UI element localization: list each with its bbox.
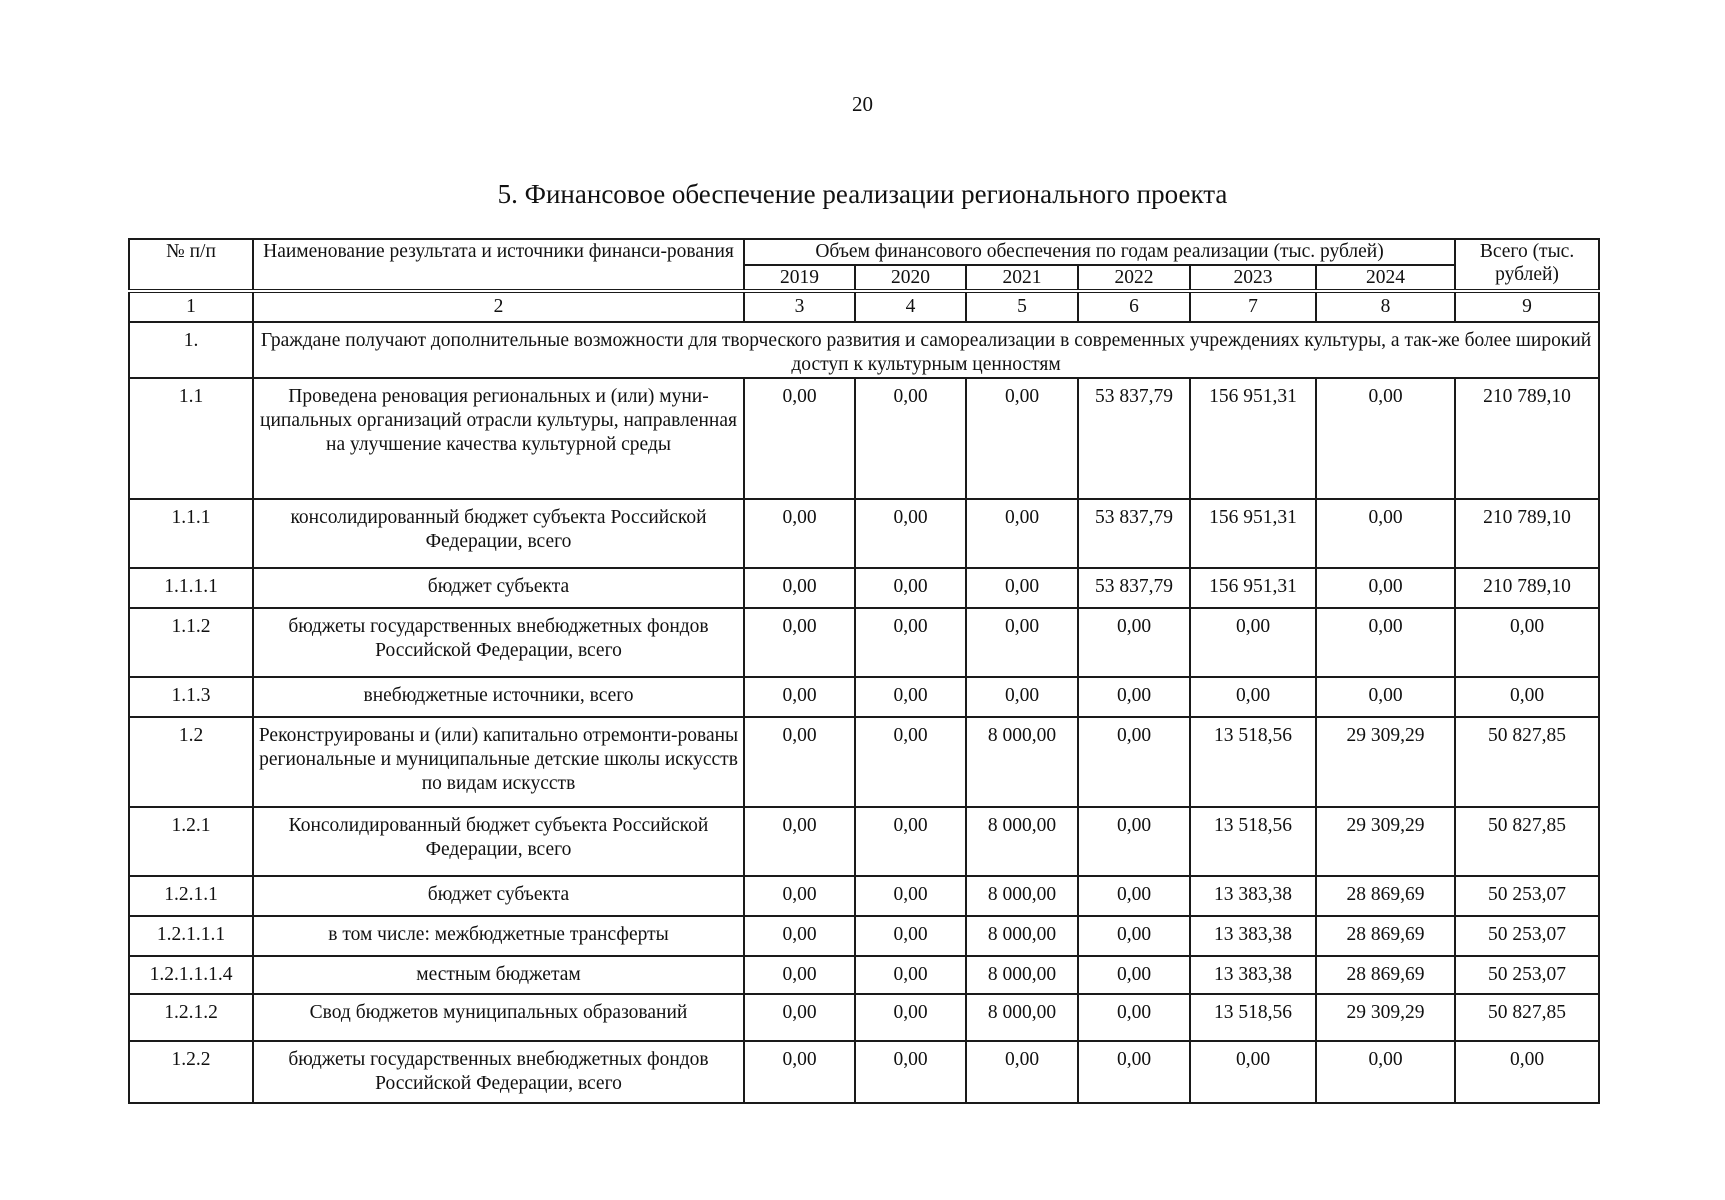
table-row (129, 916, 1599, 956)
value-2022: 0,00 (1078, 807, 1190, 876)
value-2019: 0,00 (744, 1041, 855, 1103)
value-2022: 0,00 (1078, 994, 1190, 1041)
value-2021: 8 000,00 (966, 994, 1078, 1041)
financing-table (128, 238, 1600, 1104)
table-row (129, 1041, 1599, 1103)
column-number: 8 (1316, 291, 1455, 322)
value-2021: 0,00 (966, 677, 1078, 717)
row-num: 1.2.1.1 (129, 876, 253, 916)
value-2019: 0,00 (744, 568, 855, 608)
group-row (129, 322, 1599, 378)
row-num: 1.2.1.1.1 (129, 916, 253, 956)
value-2021: 0,00 (966, 378, 1078, 499)
value-2020: 0,00 (855, 608, 966, 677)
value-2019: 0,00 (744, 876, 855, 916)
header-year: 2019 (744, 265, 855, 291)
value-2022: 0,00 (1078, 677, 1190, 717)
value-2024: 0,00 (1316, 1041, 1455, 1103)
row-num: 1.1 (129, 378, 253, 499)
column-number: 3 (744, 291, 855, 322)
header-num: № п/п (129, 239, 253, 291)
row-name: Проведена реновация региональных и (или) муни-ципальных организаций отрасли культуры, направленная на улучшение качества культурной среды (253, 378, 744, 499)
value-2024: 0,00 (1316, 499, 1455, 568)
header-year: 2022 (1078, 265, 1190, 291)
row-name: местным бюджетам (253, 956, 744, 994)
page-number: 20 (852, 92, 873, 116)
value-2024: 0,00 (1316, 677, 1455, 717)
value-2021: 8 000,00 (966, 956, 1078, 994)
group-num: 1. (129, 322, 253, 378)
value-2019: 0,00 (744, 956, 855, 994)
table-row (129, 677, 1599, 717)
header-volume: Объем финансового обеспечения по годам реализации (тыс. рублей) (744, 239, 1455, 265)
table-row (129, 608, 1599, 677)
value-2020: 0,00 (855, 1041, 966, 1103)
value-2023: 0,00 (1190, 677, 1316, 717)
value-2024: 29 309,29 (1316, 994, 1455, 1041)
value-2021: 8 000,00 (966, 807, 1078, 876)
value-2019: 0,00 (744, 608, 855, 677)
column-number-row (129, 291, 1599, 322)
value-2020: 0,00 (855, 717, 966, 807)
value-2024: 28 869,69 (1316, 876, 1455, 916)
header-name: Наименование результата и источники финанси-рования (253, 239, 744, 291)
row-num: 1.1.2 (129, 608, 253, 677)
row-num: 1.2.1 (129, 807, 253, 876)
value-2022: 0,00 (1078, 1041, 1190, 1103)
value-2023: 156 951,31 (1190, 499, 1316, 568)
value-2024: 0,00 (1316, 608, 1455, 677)
value-2020: 0,00 (855, 677, 966, 717)
value-2020: 0,00 (855, 916, 966, 956)
column-number: 2 (253, 291, 744, 322)
value-2019: 0,00 (744, 378, 855, 499)
row-name: внебюджетные источники, всего (253, 677, 744, 717)
column-number: 6 (1078, 291, 1190, 322)
value-2023: 13 518,56 (1190, 994, 1316, 1041)
value-2020: 0,00 (855, 956, 966, 994)
value-2024: 29 309,29 (1316, 717, 1455, 807)
value-2023: 0,00 (1190, 608, 1316, 677)
value-2022: 53 837,79 (1078, 378, 1190, 499)
table-row (129, 876, 1599, 916)
row-name: консолидированный бюджет субъекта Российской Федерации, всего (253, 499, 744, 568)
row-num: 1.2.1.2 (129, 994, 253, 1041)
header-year: 2024 (1316, 265, 1455, 291)
value-2021: 0,00 (966, 608, 1078, 677)
value-2022: 53 837,79 (1078, 568, 1190, 608)
column-number: 7 (1190, 291, 1316, 322)
header-year: 2023 (1190, 265, 1316, 291)
value-2023: 13 518,56 (1190, 717, 1316, 807)
value-2021: 0,00 (966, 499, 1078, 568)
value-2023: 13 518,56 (1190, 807, 1316, 876)
value-2020: 0,00 (855, 499, 966, 568)
row-total: 50 827,85 (1455, 807, 1599, 876)
table-row (129, 956, 1599, 994)
value-2021: 8 000,00 (966, 717, 1078, 807)
row-name: в том числе: межбюджетные трансферты (253, 916, 744, 956)
column-number: 5 (966, 291, 1078, 322)
value-2022: 0,00 (1078, 956, 1190, 994)
value-2024: 28 869,69 (1316, 916, 1455, 956)
table-row (129, 378, 1599, 499)
row-num: 1.2 (129, 717, 253, 807)
row-name: бюджеты государственных внебюджетных фондов Российской Федерации, всего (253, 608, 744, 677)
value-2020: 0,00 (855, 378, 966, 499)
header-total: Всего (тыс. рублей) (1455, 239, 1599, 291)
value-2020: 0,00 (855, 994, 966, 1041)
row-name: Свод бюджетов муниципальных образований (253, 994, 744, 1041)
value-2019: 0,00 (744, 994, 855, 1041)
value-2021: 8 000,00 (966, 876, 1078, 916)
header-year: 2020 (855, 265, 966, 291)
row-name: бюджеты государственных внебюджетных фондов Российской Федерации, всего (253, 1041, 744, 1103)
value-2022: 0,00 (1078, 876, 1190, 916)
value-2022: 53 837,79 (1078, 499, 1190, 568)
row-name: Консолидированный бюджет субъекта Российской Федерации, всего (253, 807, 744, 876)
row-total: 50 827,85 (1455, 717, 1599, 807)
value-2019: 0,00 (744, 499, 855, 568)
row-total: 50 253,07 (1455, 956, 1599, 994)
value-2023: 0,00 (1190, 1041, 1316, 1103)
row-total: 210 789,10 (1455, 568, 1599, 608)
row-total: 210 789,10 (1455, 499, 1599, 568)
group-title: Граждане получают дополнительные возможности для творческого развития и самореализации в современных учреждениях культуры, а так-же более широкий доступ к культурным ценностям (253, 322, 1599, 378)
table-row (129, 568, 1599, 608)
row-name: Реконструированы и (или) капитально отремонти-рованы региональные и муниципальные детские школы искусств по видам искусств (253, 717, 744, 807)
row-total: 210 789,10 (1455, 378, 1599, 499)
row-num: 1.2.2 (129, 1041, 253, 1103)
value-2022: 0,00 (1078, 608, 1190, 677)
value-2024: 29 309,29 (1316, 807, 1455, 876)
row-total: 50 253,07 (1455, 876, 1599, 916)
row-total: 0,00 (1455, 677, 1599, 717)
row-name: бюджет субъекта (253, 876, 744, 916)
value-2021: 8 000,00 (966, 916, 1078, 956)
table-row (129, 717, 1599, 807)
value-2020: 0,00 (855, 568, 966, 608)
table-row (129, 499, 1599, 568)
value-2024: 28 869,69 (1316, 956, 1455, 994)
value-2019: 0,00 (744, 717, 855, 807)
value-2021: 0,00 (966, 568, 1078, 608)
value-2023: 13 383,38 (1190, 916, 1316, 956)
column-number: 9 (1455, 291, 1599, 322)
value-2021: 0,00 (966, 1041, 1078, 1103)
section-title: 5. Финансовое обеспечение реализации регионального проекта (497, 179, 1228, 209)
row-num: 1.1.3 (129, 677, 253, 717)
value-2022: 0,00 (1078, 717, 1190, 807)
value-2019: 0,00 (744, 807, 855, 876)
row-total: 0,00 (1455, 1041, 1599, 1103)
value-2020: 0,00 (855, 876, 966, 916)
value-2022: 0,00 (1078, 916, 1190, 956)
row-num: 1.1.1 (129, 499, 253, 568)
value-2019: 0,00 (744, 677, 855, 717)
header-year: 2021 (966, 265, 1078, 291)
row-name: бюджет субъекта (253, 568, 744, 608)
row-total: 50 827,85 (1455, 994, 1599, 1041)
column-number: 1 (129, 291, 253, 322)
row-num: 1.1.1.1 (129, 568, 253, 608)
value-2024: 0,00 (1316, 378, 1455, 499)
value-2023: 156 951,31 (1190, 378, 1316, 499)
row-total: 50 253,07 (1455, 916, 1599, 956)
value-2020: 0,00 (855, 807, 966, 876)
row-total: 0,00 (1455, 608, 1599, 677)
value-2019: 0,00 (744, 916, 855, 956)
table-row (129, 807, 1599, 876)
value-2023: 13 383,38 (1190, 956, 1316, 994)
value-2024: 0,00 (1316, 568, 1455, 608)
table-row (129, 994, 1599, 1041)
column-number: 4 (855, 291, 966, 322)
row-num: 1.2.1.1.1.4 (129, 956, 253, 994)
value-2023: 156 951,31 (1190, 568, 1316, 608)
value-2023: 13 383,38 (1190, 876, 1316, 916)
